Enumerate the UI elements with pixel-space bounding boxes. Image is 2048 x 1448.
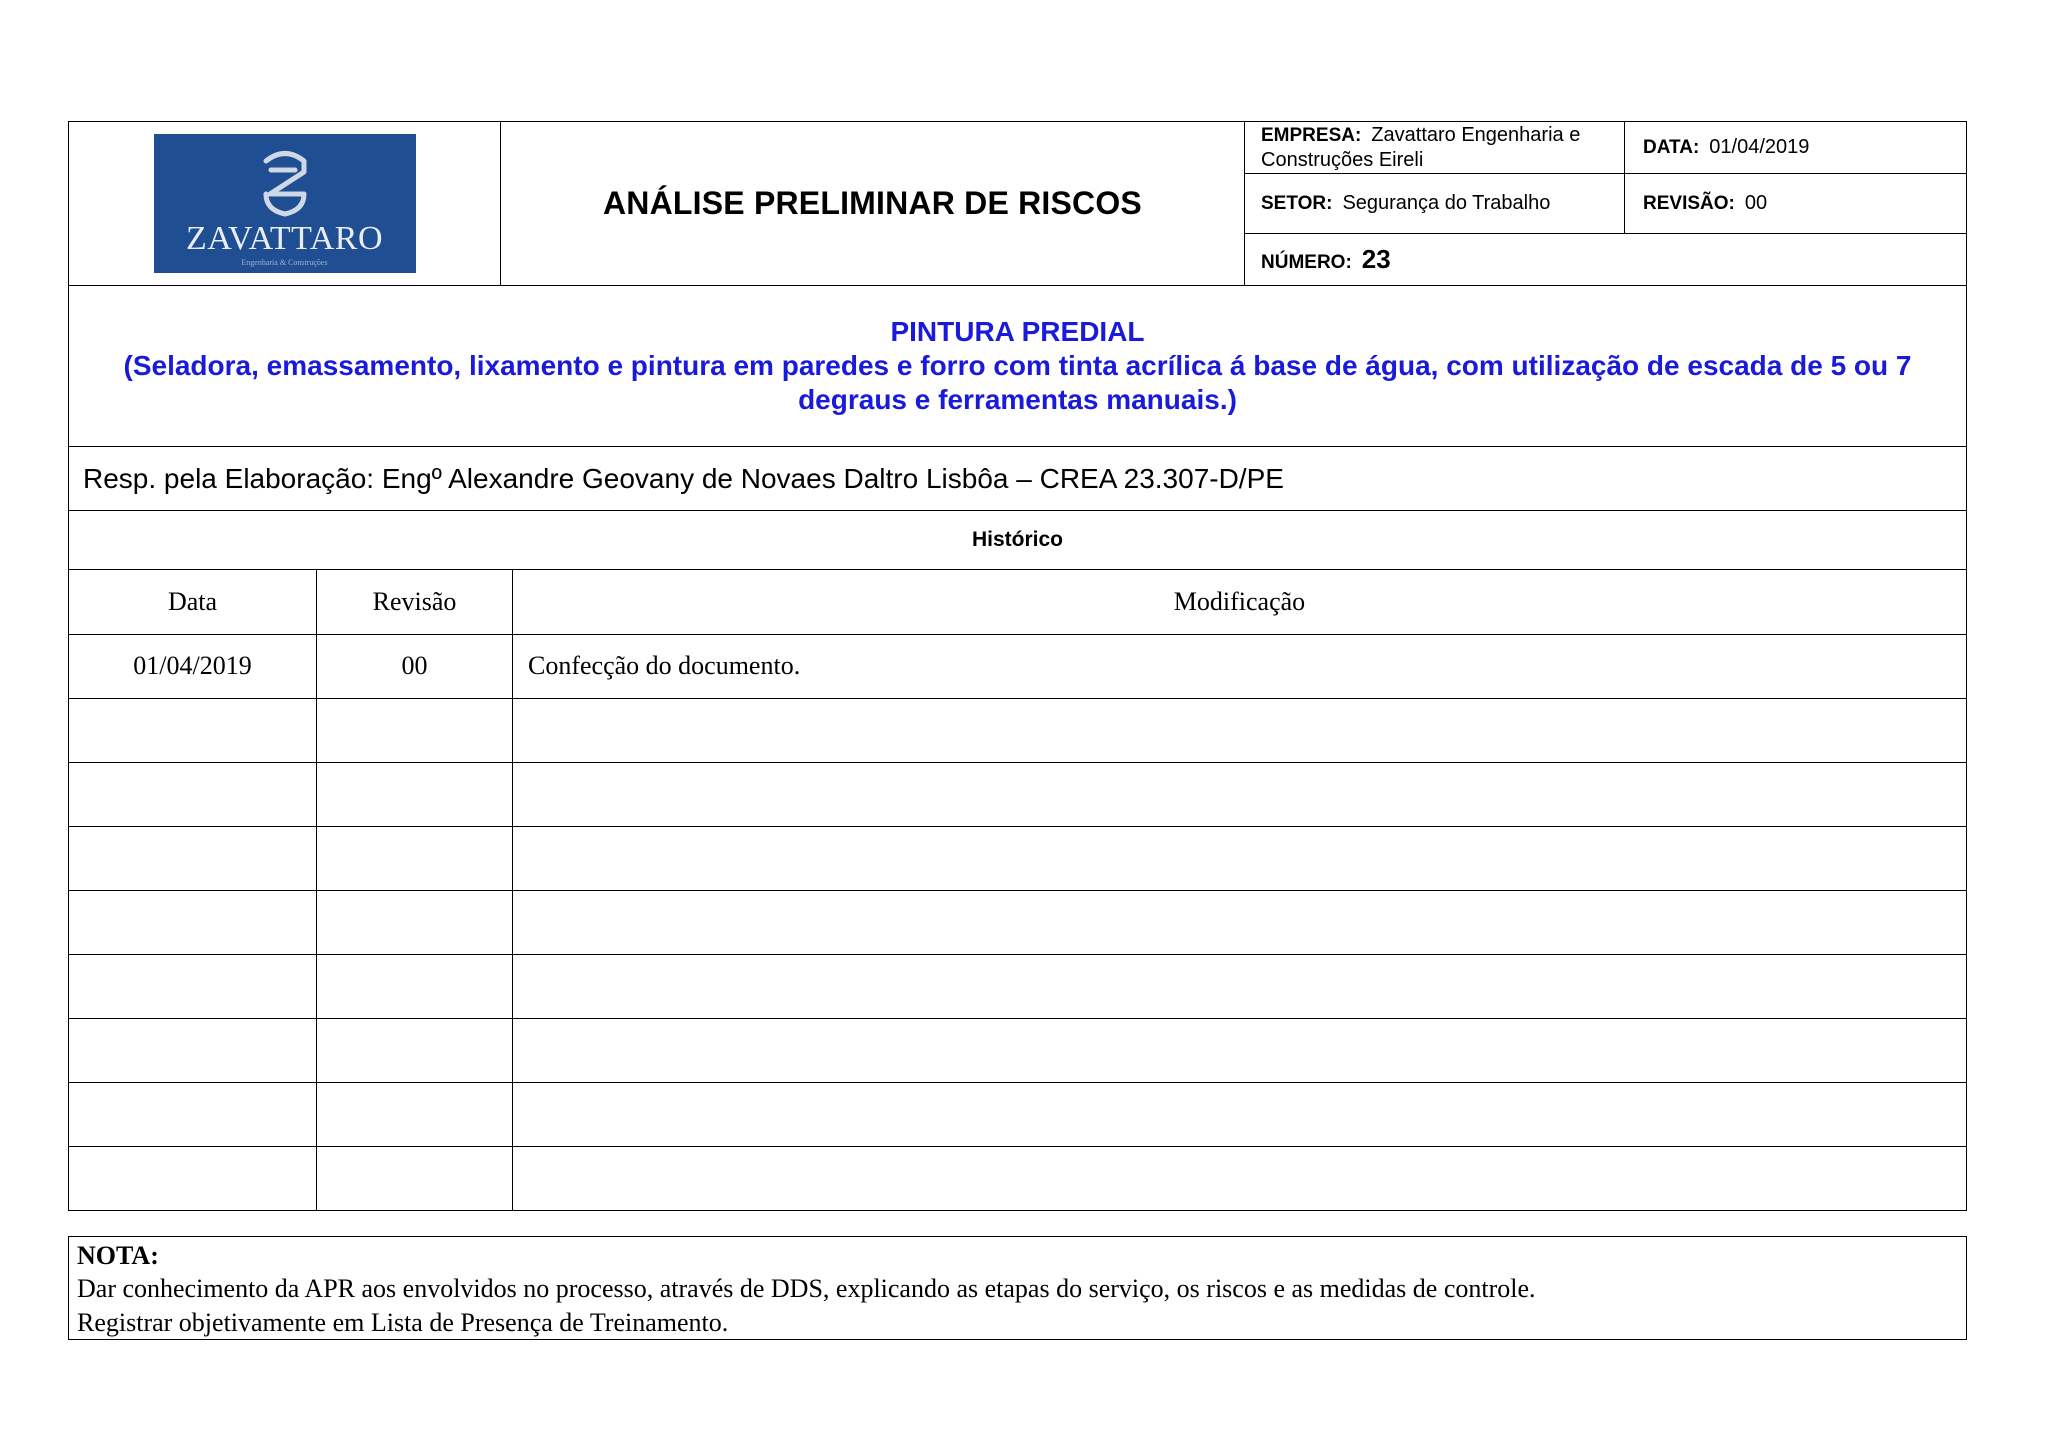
meta-cell <box>1245 122 1966 285</box>
numero-label: NÚMERO: <box>1261 251 1352 273</box>
logo-cell <box>69 122 501 285</box>
empresa-value: Zavattaro Engenharia e Construções Eireli <box>1261 124 1581 171</box>
cell-revisao <box>317 698 513 762</box>
cell-data <box>69 954 317 1018</box>
company-logo <box>154 134 416 273</box>
table-row <box>69 1018 1967 1082</box>
column-header-modificacao: Modificação <box>513 570 1967 634</box>
table-header-row <box>69 570 1967 634</box>
table-row <box>69 1146 1967 1210</box>
setor-cell <box>1245 174 1625 233</box>
activity-title: PINTURA PREDIAL <box>890 316 1145 348</box>
empresa-text <box>1261 123 1608 172</box>
cell-revisao <box>317 1018 513 1082</box>
responsavel-text: Resp. pela Elaboração: Engº Alexandre Geovany de Novaes Daltro Lisbôa – CREA 23.307-D/PE <box>83 462 1284 494</box>
document-title: ANÁLISE PRELIMINAR DE RISCOS <box>603 185 1142 221</box>
cell-data <box>69 826 317 890</box>
cell-revisao <box>317 826 513 890</box>
table-row <box>69 890 1967 954</box>
cell-modificacao <box>513 1018 1967 1082</box>
cell-modificacao <box>513 1082 1967 1146</box>
empresa-cell <box>1245 122 1625 173</box>
cell-modificacao <box>513 762 1967 826</box>
nota-line: Dar conhecimento da APR aos envolvidos no processo, através de DDS, explicando as etapas do serviço, os riscos e as medidas de controle. <box>77 1274 1536 1304</box>
revisao-cell <box>1625 174 1966 233</box>
cell-revisao <box>317 1082 513 1146</box>
empresa-label: EMPRESA: <box>1261 125 1362 147</box>
logo-tagline: Engenharia & Construções <box>241 258 328 267</box>
data-label: DATA: <box>1643 137 1700 159</box>
apr-document <box>68 121 1967 1211</box>
cell-data <box>69 1146 317 1210</box>
nota-box <box>68 1236 1967 1340</box>
table-row <box>69 634 1967 698</box>
setor-label: SETOR: <box>1261 193 1333 215</box>
nota-title: NOTA: <box>77 1241 159 1270</box>
cell-modificacao <box>513 1146 1967 1210</box>
numero-value: 23 <box>1361 243 1391 274</box>
setor-value: Segurança do Trabalho <box>1342 192 1551 215</box>
table-row <box>69 1082 1967 1146</box>
cell-revisao <box>317 954 513 1018</box>
column-header-data: Data <box>69 570 317 634</box>
table-row <box>69 762 1967 826</box>
responsavel-row <box>68 447 1967 511</box>
cell-modificacao: Confecção do documento. <box>513 634 1967 698</box>
data-cell <box>1625 122 1966 173</box>
cell-revisao: 00 <box>317 634 513 698</box>
logo-name: ZAVATTARO <box>186 220 383 257</box>
nota-line: Registrar objetivamente em Lista de Presença de Treinamento. <box>77 1307 729 1337</box>
revisao-label: REVISÃO: <box>1643 193 1735 215</box>
title-cell <box>501 122 1245 285</box>
activity-section <box>68 286 1967 447</box>
meta-row-setor <box>1245 174 1966 234</box>
meta-row-empresa <box>1245 122 1966 174</box>
cell-data <box>69 762 317 826</box>
cell-data <box>69 890 317 954</box>
cell-modificacao <box>513 954 1967 1018</box>
setor-text <box>1261 191 1550 216</box>
data-value: 01/04/2019 <box>1709 136 1810 159</box>
cell-data <box>69 698 317 762</box>
cell-data: 01/04/2019 <box>69 634 317 698</box>
numero-cell <box>1245 234 1966 285</box>
historico-table <box>68 570 1967 1211</box>
data-text <box>1643 135 1809 160</box>
numero-text <box>1261 244 1391 275</box>
cell-modificacao <box>513 826 1967 890</box>
document-header <box>68 121 1967 286</box>
activity-description: (Seladora, emassamento, lixamento e pintura em paredes e forro com tinta acrílica á base de água, com utilização de escada de 5 ou 7 degraus e ferramentas manuais.) <box>123 349 1912 415</box>
cell-data <box>69 1018 317 1082</box>
historico-heading-text: Histórico <box>971 528 1063 551</box>
cell-modificacao <box>513 698 1967 762</box>
cell-revisao <box>317 1146 513 1210</box>
revisao-value: 00 <box>1744 192 1768 215</box>
table-row <box>69 826 1967 890</box>
cell-revisao <box>317 762 513 826</box>
historico-heading <box>68 511 1967 570</box>
cell-revisao <box>317 890 513 954</box>
meta-row-numero <box>1245 234 1966 285</box>
cell-data <box>69 1082 317 1146</box>
table-row <box>69 954 1967 1018</box>
cell-modificacao <box>513 890 1967 954</box>
table-row <box>69 698 1967 762</box>
column-header-revisao: Revisão <box>317 570 513 634</box>
revisao-text <box>1643 191 1767 216</box>
